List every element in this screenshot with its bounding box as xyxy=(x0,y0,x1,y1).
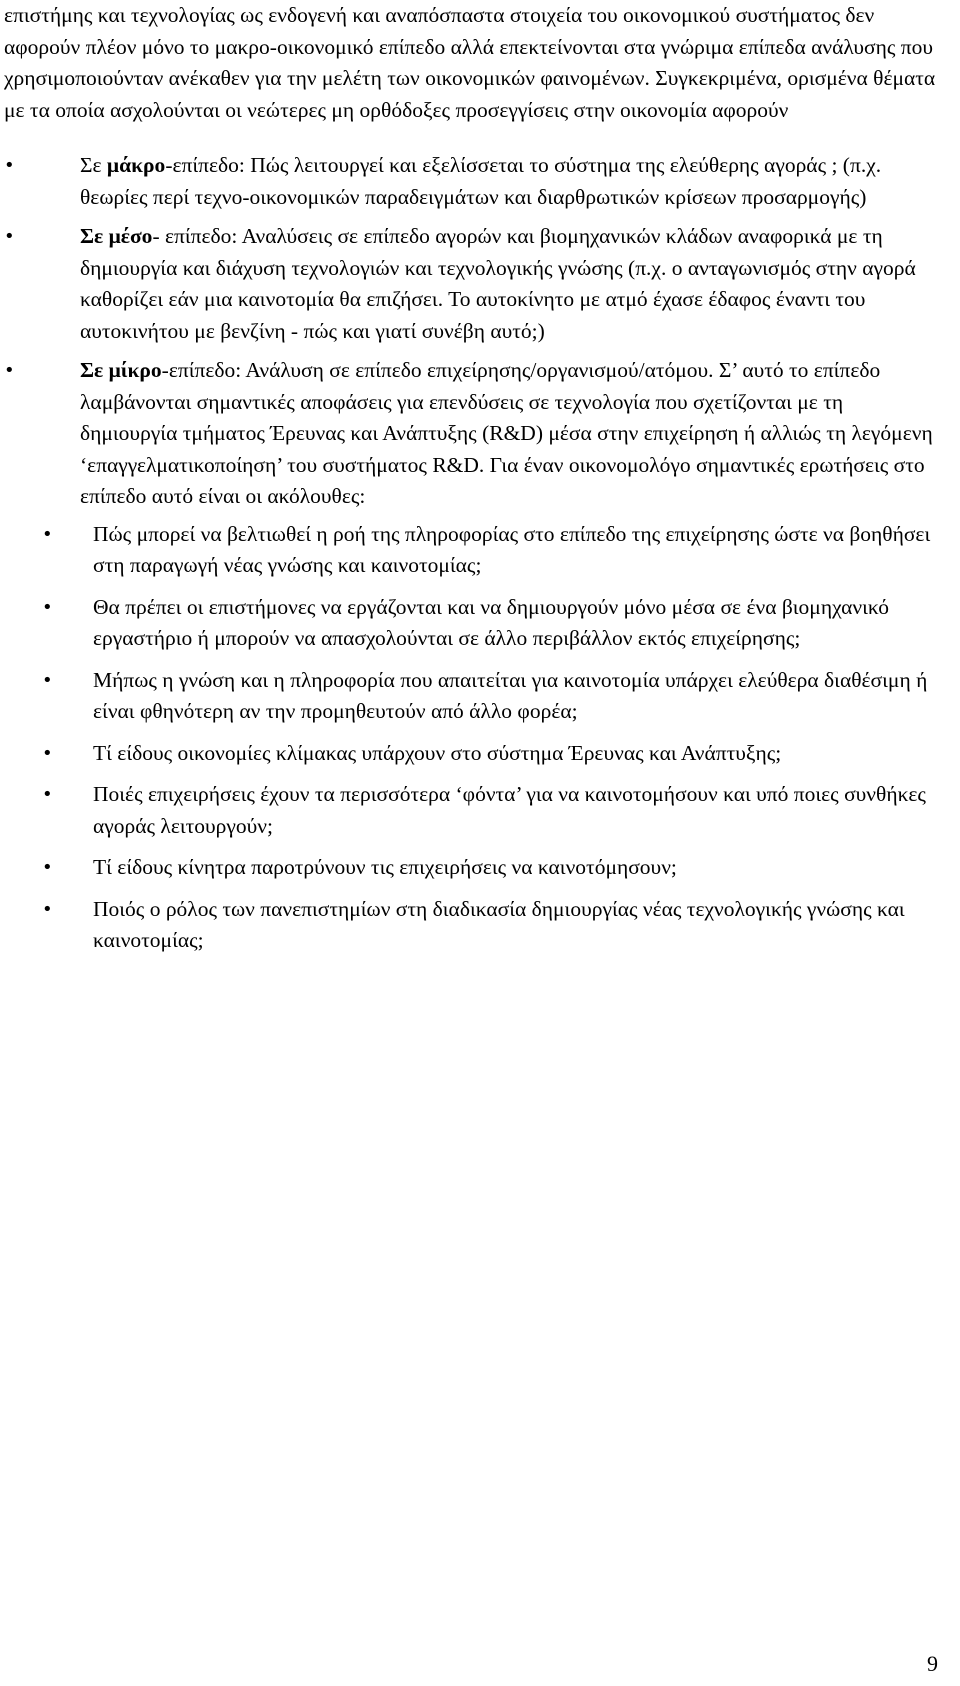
bullet-icon: • xyxy=(42,857,53,878)
question-item xyxy=(4,665,940,728)
bullet-icon: • xyxy=(42,523,53,545)
bullet-icon: • xyxy=(42,742,53,764)
question-item xyxy=(4,852,940,884)
question-text: Μήπως η γνώση και η πληροφορία που απαιτείται για καινοτομία υπάρχει ελεύθερα διαθέσιμη ή είναι φθηνότερη αν την προμηθευτούν από άλλο φορέα; xyxy=(93,667,928,723)
list-item-meso-level xyxy=(4,221,940,347)
bullet-icon: • xyxy=(4,155,15,176)
micro-bold-term: Σε μίκρο xyxy=(80,358,162,382)
question-text: Πώς μπορεί να βελτιωθεί η ροή της πληροφορίας στο επίπεδο της επιχείρησης ώστε να βοηθήσει στη παραγωγή νέας γνώσης και καινοτομίας; xyxy=(93,521,931,577)
question-text: Τί είδους οικονομίες κλίμακας υπάρχουν στο σύστημα Έρευνας και Ανάπτυξης; xyxy=(93,740,782,765)
question-text: Θα πρέπει οι επιστήμονες να εργάζονται και να δημιουργούν μόνο μέσα σε ένα βιομηχανικό εργαστήριο ή μπορούν να απασχολούνται σε άλλο περιβάλλον εκτός επιχείρησης; xyxy=(93,594,890,650)
list-item-macro-level xyxy=(4,150,940,213)
micro-text: -επίπεδο: Ανάλυση σε επίπεδο επιχείρησης/οργανισμού/ατόμου. Σ’ αυτό το επίπεδο λαμβάνονται σημαντικές αποφάσεις για επενδύσεις σε τεχνολογία που σχετίζονται με τη δημιουργία τμήματος Έρευνας και Ανάπτυξης (R&D) μέσα στην επιχείρηση ή αλλιώς τη λεγόμενη ‘επαγγελματικοποίηση’ του συστήματος R&D. Για έναν οικονομολόγο σημαντικές ερωτήσεις στο επίπεδο αυτό είναι οι ακόλουθες: xyxy=(80,358,933,508)
list-item-micro-level xyxy=(4,355,940,957)
bullet-icon: • xyxy=(42,596,53,618)
bullet-icon: • xyxy=(42,898,53,920)
macro-bold-term: μάκρο xyxy=(106,153,166,177)
document-page xyxy=(4,0,940,967)
question-item xyxy=(4,738,940,770)
question-text: Ποιές επιχειρήσεις έχουν τα περισσότερα ‘φόντα’ για να καινοτομήσουν και υπό ποιες συνθήκες αγοράς λειτουργούν; xyxy=(93,782,926,838)
bullet-icon: • xyxy=(42,784,53,805)
question-item xyxy=(4,592,940,655)
bullet-icon: • xyxy=(42,669,53,691)
question-item xyxy=(4,894,940,957)
bullet-icon: • xyxy=(4,226,15,247)
question-item xyxy=(4,779,940,842)
macro-text: -επίπεδο: Πώς λειτουργεί και εξελίσσεται το σύστημα της ελεύθερης αγοράς ; (π.χ. θεωρίες περί τεχνο-οικονομικών παραδειγμάτων και διαρθρωτικών κρίσεων προσαρμογής) xyxy=(80,153,882,209)
question-text: Τί είδους κίνητρα παροτρύνουν τις επιχειρήσεις να καινοτόμησουν; xyxy=(93,855,677,879)
questions-list xyxy=(4,519,940,957)
page-number: 9 xyxy=(927,1651,938,1676)
bullet-icon: • xyxy=(4,360,15,381)
question-text: Ποιός ο ρόλος των πανεπιστημίων στη διαδικασία δημιουργίας νέας τεχνολογικής γνώσης και καινοτομίας; xyxy=(93,896,905,952)
analysis-levels-list xyxy=(4,150,940,957)
macro-prefix: Σε xyxy=(80,153,107,177)
intro-paragraph: επιστήμης και τεχνολογίας ως ενδογενή και αναπόσπαστα στοιχεία του οικονομικού συστήματος δεν αφορούν πλέον μόνο το μακρο-οικονομικό επίπεδο αλλά επεκτείνονται στα γνώριμα επίπεδα ανάλυσης που χρησιμοποιούνταν ανέκαθεν για την μελέτη των οικονομικών φαινομένων. Συγκεκριμένα, ορισμένα θέματα με τα οποία ασχολούνται οι νεώτερες μη ορθόδοξες προσεγγίσεις στην οικονομία αφορούν xyxy=(4,3,936,122)
question-item xyxy=(4,519,940,582)
meso-text: - επίπεδο: Αναλύσεις σε επίπεδο αγορών και βιομηχανικών κλάδων αναφορικά με τη δημιουργία και διάχυση τεχνολογιών και τεχνολογικής γνώσης (π.χ. ο ανταγωνισμός στην αγορά καθορίζει εάν μια καινοτομία θα επιζήσει. Το αυτοκίνητο με ατμό έχασε έδαφος έναντι του αυτοκινήτου με βενζίνη - πώς και γιατί συνέβη αυτό;) xyxy=(80,224,916,343)
meso-bold-term: Σε μέσο xyxy=(80,224,153,248)
